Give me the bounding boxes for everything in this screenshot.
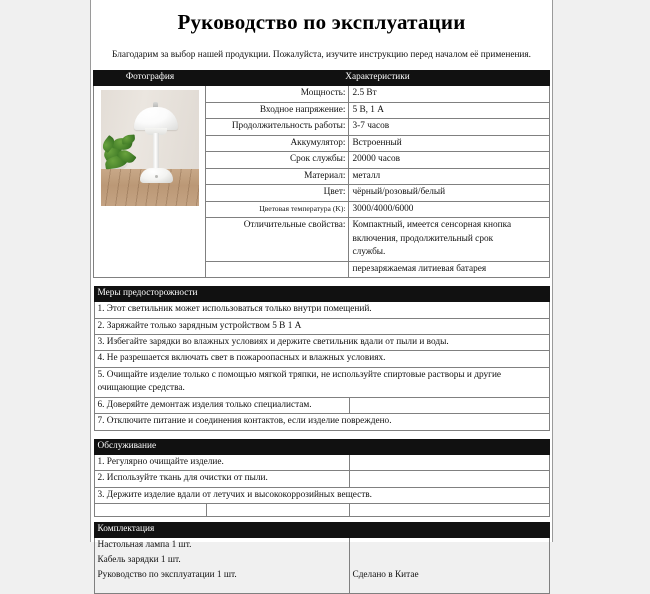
packaging-filler	[349, 553, 549, 568]
spec-value: 5 В, 1 А	[349, 102, 549, 118]
packaging-bottom-row	[94, 583, 549, 594]
precaution-text: 5. Очищайте изделие только с помощью мягкой тряпки, не используйте спиртовые растворы и другие очищающие средства.	[94, 367, 549, 397]
packaging-item-3	[94, 568, 549, 583]
service-text: 3. Держите изделие вдали от летучих и высококоррозийных веществ.	[94, 487, 549, 503]
precautions-header-row	[94, 287, 549, 302]
packaging-item-2	[94, 553, 549, 568]
spec-label: Цветовая температура (K):	[206, 201, 349, 217]
packaging-table	[94, 538, 550, 594]
spec-label: Входное напряжение:	[206, 102, 349, 118]
precaution-item-7	[94, 414, 549, 430]
precaution-item-2	[94, 318, 549, 334]
spacer-cell	[94, 504, 206, 517]
service-table	[94, 439, 550, 517]
spec-label: Мощность:	[206, 86, 349, 102]
packaging-item-1	[94, 538, 549, 553]
spec-value: Встроенный	[349, 135, 549, 151]
precautions-table	[94, 286, 550, 431]
packaging-header: Комплектация	[94, 523, 206, 538]
precautions-service-gap	[91, 431, 552, 439]
precaution-filler	[349, 397, 549, 413]
service-header-row	[94, 439, 549, 454]
precaution-text: 2. Заряжайте только зарядным устройством 5 В 1 А	[94, 318, 549, 334]
spec-label: Аккумулятор:	[206, 135, 349, 151]
service-header: Обслуживание	[94, 439, 206, 454]
spec-precautions-gap	[91, 278, 552, 286]
photo-column-header: Фотография	[94, 71, 206, 86]
packaging-text: Кабель зарядки 1 шт.	[94, 553, 349, 568]
service-item-2	[94, 471, 549, 487]
spec-label: Материал:	[206, 168, 349, 184]
service-filler	[349, 454, 549, 470]
precaution-item-5	[94, 367, 549, 397]
page-title: Руководство по эксплуатации	[177, 10, 466, 34]
service-filler	[349, 471, 549, 487]
spec-value: 3-7 часов	[349, 119, 549, 135]
feature-line: включения, продолжительный срок	[352, 233, 494, 244]
spec-label: Отличительные свойства:	[206, 218, 349, 261]
service-item-3	[94, 487, 549, 503]
spec-label: Цвет:	[206, 185, 349, 201]
document-page	[90, 0, 553, 581]
spec-value: перезаряжаемая литиевая батарея	[349, 261, 549, 277]
precaution-text: 4. Не разрешается включать свет в пожароопасных и влажных условиях.	[94, 351, 549, 367]
precaution-item-1	[94, 302, 549, 318]
packaging-header-row	[94, 523, 549, 538]
precaution-item-6	[94, 397, 549, 413]
spacer-cell	[206, 504, 349, 517]
packaging-header-filler	[206, 523, 349, 538]
spec-label	[206, 261, 349, 277]
packaging-text: Настольная лампа 1 шт.	[94, 538, 349, 553]
service-spacer-row	[94, 504, 549, 517]
precautions-header-filler	[349, 287, 549, 302]
specifications-table	[93, 70, 549, 278]
spec-value: 20000 часов	[349, 152, 549, 168]
spec-column-header: Характеристики	[206, 71, 549, 86]
packaging-text: Руководство по эксплуатации 1 шт.	[94, 568, 349, 583]
photo-lamp-stem	[153, 133, 159, 173]
spec-value: 2.5 Вт	[349, 86, 549, 102]
spec-label: Продолжительность работы:	[206, 119, 349, 135]
spec-value: чёрный/розовый/белый	[349, 185, 549, 201]
product-photo-image	[101, 90, 199, 206]
precaution-text: 6. Доверяйте демонтаж изделия только специалистам.	[94, 397, 349, 413]
precaution-text: 7. Отключите питание и соединения контактов, если изделие повреждено.	[94, 414, 549, 430]
precaution-item-4	[94, 351, 549, 367]
precautions-header: Меры предосторожности	[94, 287, 349, 302]
feature-line: Компактный, имеется сенсорная кнопка	[352, 220, 512, 231]
service-text: 2. Используйте ткань для очистки от пыли.	[94, 471, 349, 487]
spacer-cell	[349, 504, 549, 517]
origin-text: Сделано в Китае	[349, 568, 549, 583]
packaging-filler	[349, 538, 549, 553]
spec-table-header-row	[94, 71, 549, 86]
service-item-1	[94, 454, 549, 470]
service-header-filler	[206, 439, 349, 454]
feature-line: службы.	[352, 247, 386, 258]
packaging-bottom-cell	[94, 583, 349, 594]
spec-value: металл	[349, 168, 549, 184]
service-text: 1. Регулярно очищайте изделие.	[94, 454, 349, 470]
spec-row-power	[94, 86, 549, 102]
spec-label: Срок службы:	[206, 152, 349, 168]
service-header-filler	[349, 439, 549, 454]
packaging-header-filler	[349, 523, 549, 538]
precaution-item-3	[94, 334, 549, 350]
spec-value: 3000/4000/6000	[349, 201, 549, 217]
packaging-header-table	[94, 522, 550, 538]
precaution-text: 1. Этот светильник может использоваться только внутри помещений.	[94, 302, 549, 318]
product-photo-cell	[94, 86, 206, 278]
packaging-bottom-cell	[349, 583, 549, 594]
intro-paragraph: Благодарим за выбор нашей продукции. Пожалуйста, изучите инструкцию перед началом её применения.	[111, 50, 531, 60]
spec-value	[349, 218, 549, 261]
precaution-text: 3. Избегайте зарядки во влажных условиях и держите светильник вдали от пыли и воды.	[94, 334, 549, 350]
title-table-gap	[91, 62, 552, 70]
